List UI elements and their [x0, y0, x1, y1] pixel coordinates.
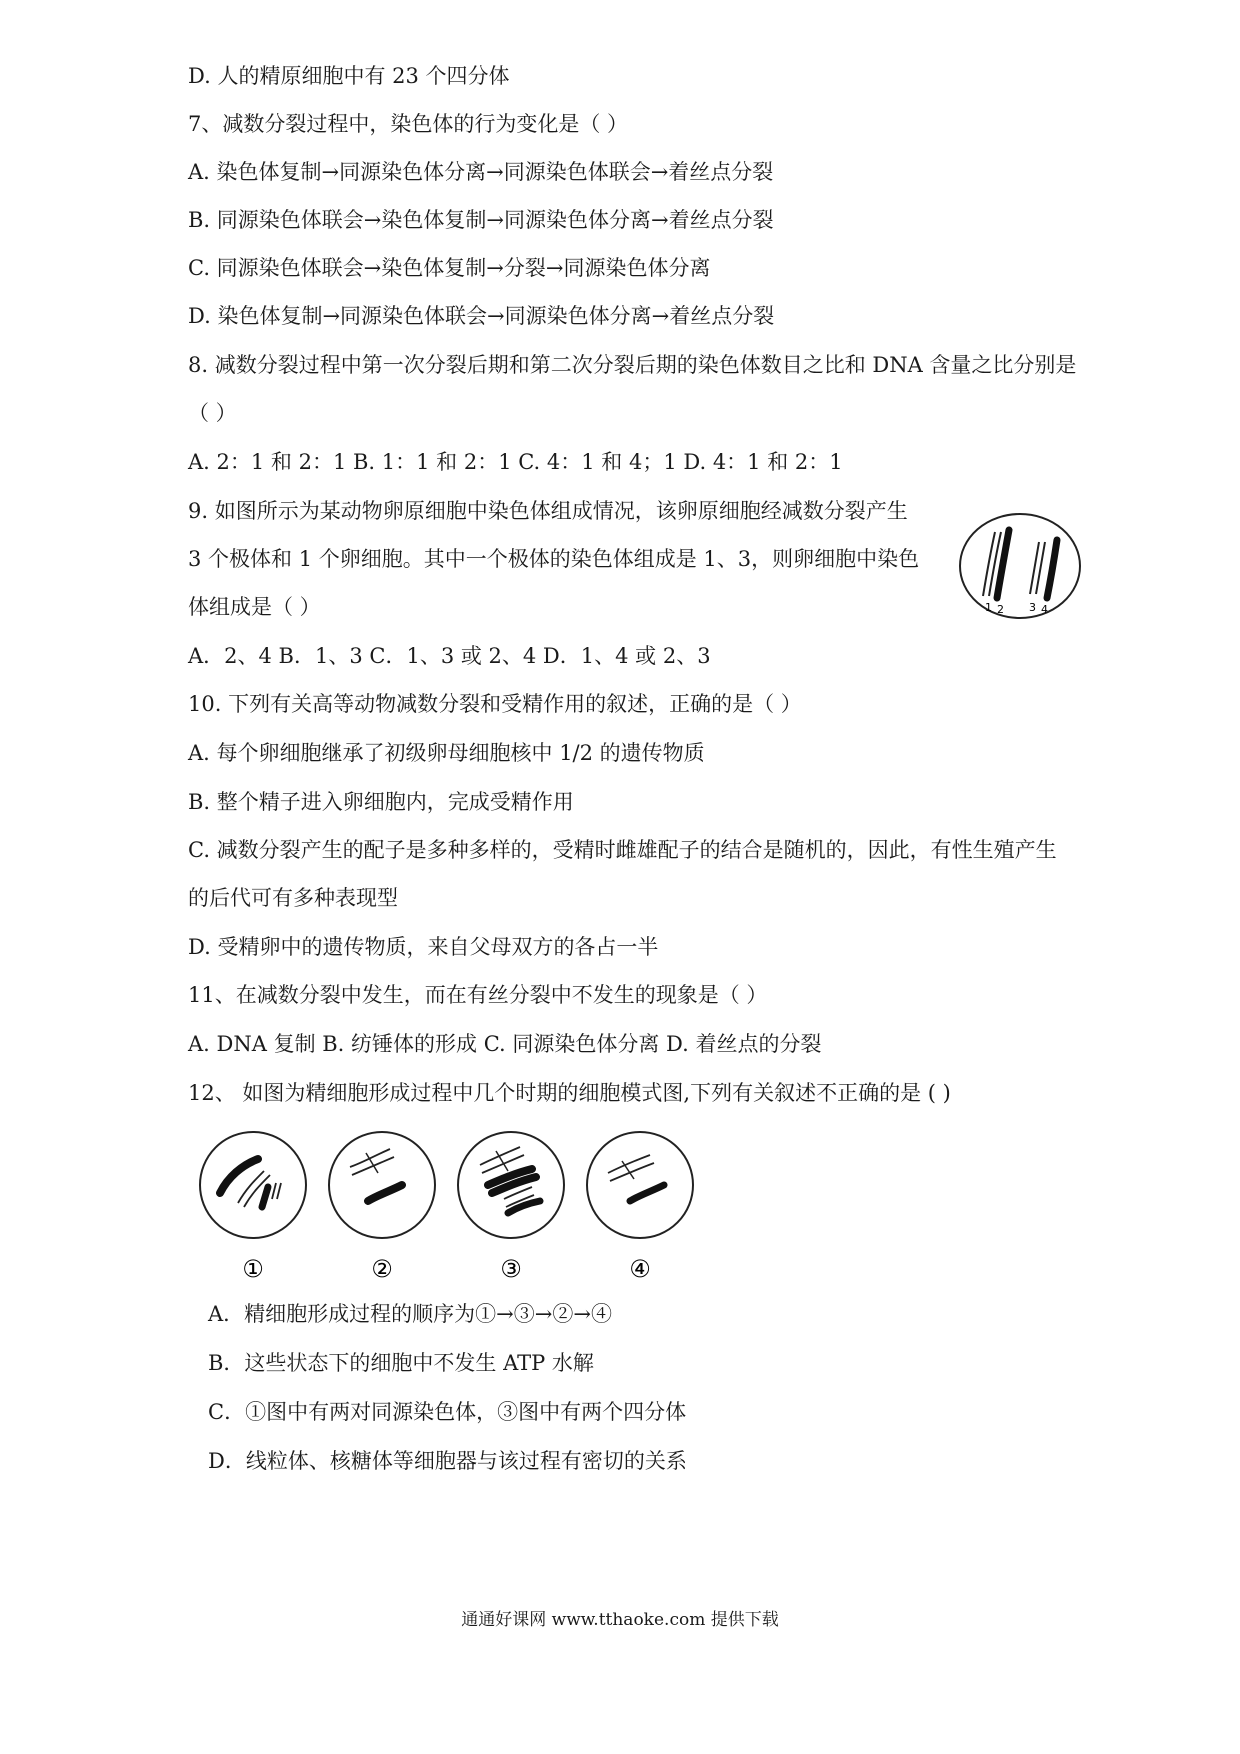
q7-stem: 7、减数分裂过程中，染色体的行为变化是（ ）	[188, 112, 629, 136]
chromosome-3	[1030, 542, 1045, 594]
q9-stem-line2: 3 个极体和 1 个卵细胞。其中一个极体的染色体组成是 1、3，则卵细胞中染色	[188, 547, 920, 571]
q9-oocyte-figure	[955, 510, 1085, 622]
q12-stem: 12、 如图为精细胞形成过程中几个时期的细胞模式图,下列有关叙述不正确的是 ( )	[188, 1081, 951, 1105]
cell-3	[458, 1132, 564, 1238]
fig9-label-4: 4	[1041, 603, 1048, 616]
q7-option-a: A. 染色体复制→同源染色体分离→同源染色体联会→着丝点分裂	[188, 160, 774, 184]
cell-2	[329, 1132, 435, 1238]
fig9-label-2: 2	[997, 603, 1004, 616]
q6-option-d: D. 人的精原细胞中有 23 个四分体	[188, 64, 510, 88]
q10-option-d: D. 受精卵中的遗传物质，来自父母双方的各占一半	[188, 935, 659, 959]
q12-option-b: B．这些状态下的细胞中不发生 ATP 水解	[208, 1351, 594, 1375]
q7-option-d: D. 染色体复制→同源染色体联会→同源染色体分离→着丝点分裂	[188, 304, 775, 328]
fig12-label-3: ③	[500, 1255, 522, 1283]
q9-options: A．2、4 B．1、3 C．1、3 或 2、4 D．1、4 或 2、3	[188, 644, 711, 668]
q10-stem: 10. 下列有关高等动物减数分裂和受精作用的叙述，正确的是（ ）	[188, 692, 802, 716]
fig12-label-1: ①	[242, 1255, 264, 1283]
q7-option-b: B. 同源染色体联会→染色体复制→同源染色体分离→着丝点分裂	[188, 208, 774, 232]
fig12-label-4: ④	[629, 1255, 651, 1283]
q9-stem-line3: 体组成是（ ）	[188, 595, 321, 619]
q10-option-b: B. 整个精子进入卵细胞内，完成受精作用	[188, 790, 574, 814]
page-footer: 通通好课网 www.tthaoke.com 提供下载	[461, 1610, 779, 1630]
q12-cells-figure	[190, 1125, 710, 1285]
fig9-label-3: 3	[1029, 601, 1036, 614]
q11-stem: 11、在减数分裂中发生，而在有丝分裂中不发生的现象是（ ）	[188, 983, 768, 1007]
q12-option-a: A．精细胞形成过程的顺序为①→③→②→④	[208, 1302, 612, 1326]
fig9-label-1: 1	[985, 601, 992, 614]
q12-option-c: C．①图中有两对同源染色体，③图中有两个四分体	[208, 1400, 687, 1424]
fig12-label-2: ②	[371, 1255, 393, 1283]
q11-options: A. DNA 复制 B. 纺锤体的形成 C. 同源染色体分离 D. 着丝点的分裂	[188, 1032, 822, 1056]
chromosome-4	[1047, 540, 1057, 598]
q8-stem-bracket: （ ）	[188, 401, 237, 425]
q12-option-d: D．线粒体、核糖体等细胞器与该过程有密切的关系	[208, 1449, 687, 1473]
cell-1	[200, 1132, 306, 1238]
q8-stem: 8. 减数分裂过程中第一次分裂后期和第二次分裂后期的染色体数目之比和 DNA 含量之比分别是	[188, 353, 1077, 377]
q10-option-c-cont: 的后代可有多种表现型	[188, 886, 398, 910]
q9-stem-line1: 9. 如图所示为某动物卵原细胞中染色体组成情况，该卵原细胞经减数分裂产生	[188, 499, 908, 523]
q7-option-c: C. 同源染色体联会→染色体复制→分裂→同源染色体分离	[188, 256, 711, 280]
q10-option-a: A. 每个卵细胞继承了初级卵母细胞核中 1/2 的遗传物质	[188, 741, 705, 765]
q8-options: A. 2：1 和 2：1 B. 1：1 和 2：1 C. 4：1 和 4；1 D. 4：1 和 2：1	[188, 450, 843, 474]
q10-option-c: C. 减数分裂产生的配子是多种多样的，受精时雌雄配子的结合是随机的，因此，有性生殖产生	[188, 838, 1057, 862]
cell-4	[587, 1132, 693, 1238]
